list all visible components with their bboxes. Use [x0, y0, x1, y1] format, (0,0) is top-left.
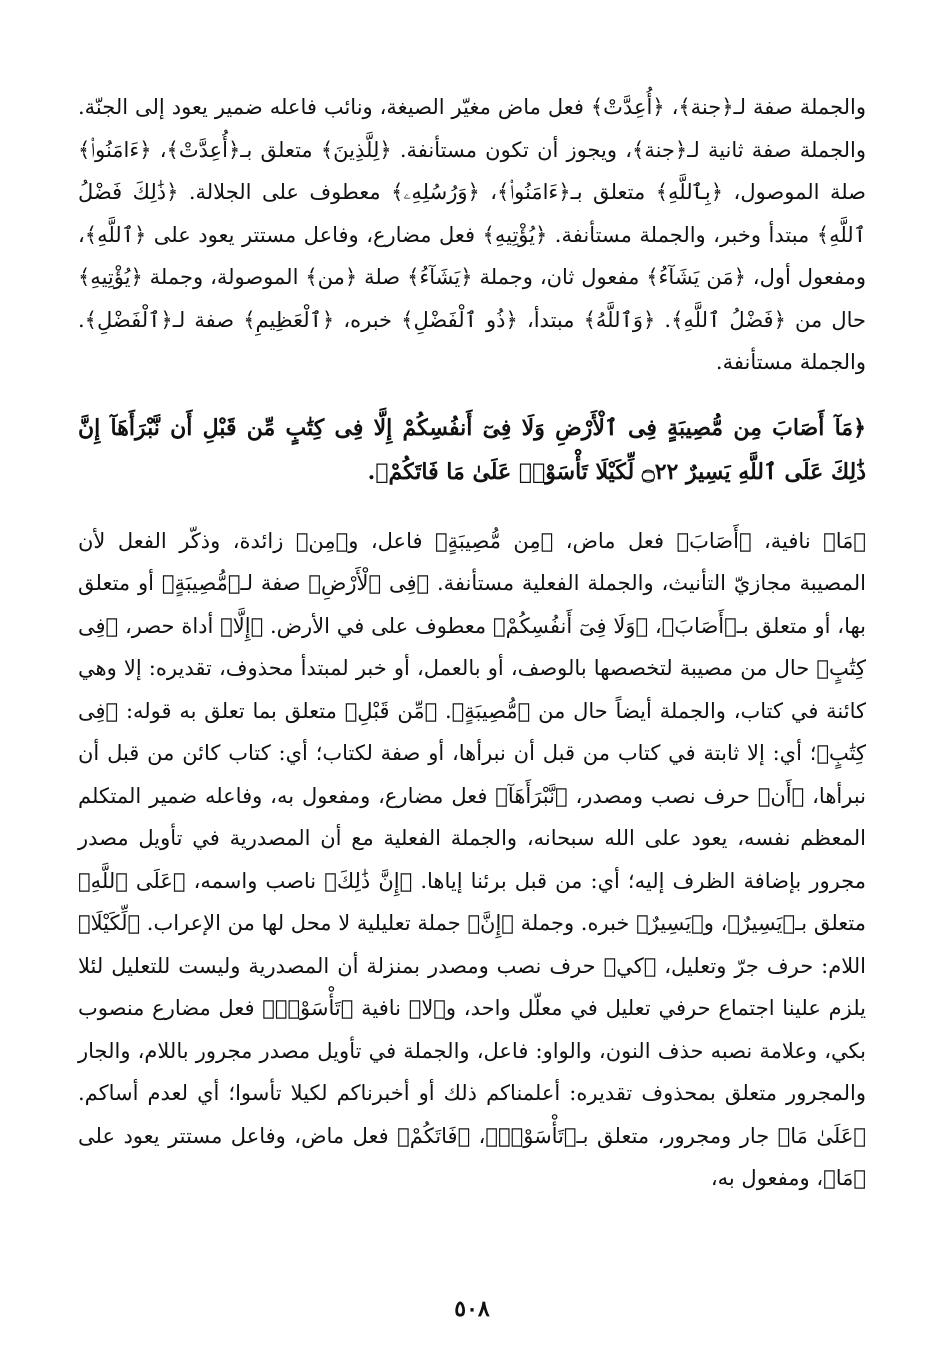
commentary-paragraph: والجملة صفة لـ﴿جنة﴾، ﴿أُعِدَّتْ﴾ فعل ماض مغيّر الصيغة، ونائب فاعله ضمير يعود إلى الجنّة. والجملة صفة ثانية لـ﴿جنة﴾، ويجوز أن تكون مستأنفة. ﴿لِلَّذِينَ﴾ متعلق بـ﴿أُعِدَّتْ﴾، ﴿ءَامَنُوا۟﴾ صلة الموصول، ﴿بِٱللَّهِ﴾ متعلق بـ﴿ءَامَنُوا۟﴾، ﴿وَرُسُلِهِۦ﴾ معطوف على الجلالة. ﴿ذَٰلِكَ فَضْلُ ٱللَّهِ﴾ مبتدأ وخبر، والجملة مستأنفة. ﴿يُؤْتِيهِ﴾ فعل مضارع، وفاعل مستتر يعود على ﴿ٱللَّهِ﴾، ومفعول أول، ﴿مَن يَشَآءُ﴾ مفعول ثان، وجملة ﴿يَشَآءُ﴾ صلة ﴿من﴾ الموصولة، وجملة ﴿يُؤْتِيهِ﴾ حال من ﴿فَضْلُ ٱللَّهِ﴾. ﴿وَٱللَّهُ﴾ مبتدأ، ﴿ذُو ٱلْفَضْلِ﴾ خبره، ﴿ٱلْعَظِيمِ﴾ صفة لـ﴿ٱلْفَضْلِ﴾. والجملة مستأنفة.: [78, 95, 866, 374]
page-number: ٥٠٨: [454, 1296, 490, 1322]
commentary-paragraph: ﴿مَا﴾ نافية، ﴿أَصَابَ﴾ فعل ماض، ﴿مِن مُّصِيبَةٍ﴾ فاعل، و﴿مِن﴾ زائدة، وذكّر الفعل لأن المصيبة مجازيّ التأنيث، والجملة الفعلية مستأنفة. ﴿فِى ٱلْأَرْضِ﴾ صفة لـ﴿مُّصِيبَةٍ﴾ أو متعلق بها، أو متعلق بـ﴿أَصَابَ﴾، ﴿وَلَا فِىٓ أَنفُسِكُمْ﴾ معطوف على في الأرض. ﴿إِلَّا﴾ أداة حصر، ﴿فِى كِتَٰبٍ﴾ حال من مصيبة لتخصصها بالوصف، أو بالعمل، أو خبر لمبتدأ محذوف، تقديره: إلا وهي كائنة في كتاب، والجملة أيضاً حال من ﴿مُّصِيبَةٍ﴾. ﴿مِّن قَبْلِ﴾ متعلق بما تعلق به قوله: ﴿فِى كِتَٰبٍ﴾؛ أي: إلا ثابتة في كتاب من قبل أن نبرأها، أو صفة لكتاب؛ أي: كتاب كائن من قبل أن نبرأها، ﴿أَن﴾ حرف نصب ومصدر، ﴿نَّبْرَأَهَآ﴾ فعل مضارع، ومفعول به، وفاعله ضمير المتكلم المعظم نفسه، يعود على الله سبحانه، والجملة الفعلية مع أن المصدرية في تأويل مصدر مجرور بإضافة الظرف إليه؛ أي: من قبل برئنا إياها. ﴿إِنَّ ذَٰلِكَ﴾ ناصب واسمه، ﴿عَلَى ٱللَّهِ﴾ متعلق بـ﴿يَسِيرٌ﴾، و﴿يَسِيرٌ﴾ خبره. وجملة ﴿إِنَّ﴾ جملة تعليلية لا محل لها من الإعراب. ﴿لِّكَيْلَا﴾ اللام: حرف جرّ وتعليل، ﴿كي﴾ حرف نصب ومصدر بمنزلة أن المصدرية وليست للتعليل لئلا يلزم علينا اجتماع حرفي تعليل في معلّل واحد، و﴿لا﴾ نافية ﴿تَأْسَوْا۟﴾ فعل مضارع منصوب بكي، وعلامة نصبه حذف النون، والواو: فاعل، والجملة في تأويل مصدر مجرور باللام، والجار والمجرور متعلق بمحذوف تقديره: أعلمناكم ذلك أو أخبرناكم لكيلا تأسوا؛ أي لعدم أساكم. ﴿عَلَىٰ مَا﴾ جار ومجرور، متعلق بـ﴿تَأْسَوْا۟﴾، ﴿فَاتَكُمْ﴾ فعل ماض، وفاعل مستتر يعود على ﴿مَا﴾، ومفعول به،: [78, 528, 866, 1190]
quran-verse: ﴿مَآ أَصَابَ مِن مُّصِيبَةٍ فِى ٱلْأَرْضِ وَلَا فِىٓ أَنفُسِكُمْ إِلَّا فِى كِتَٰبٍ مِّن قَبْلِ أَن نَّبْرَأَهَآ إِنَّ ذَٰلِكَ عَلَى ٱللَّهِ يَسِيرٌ ۝٢٢ لِّكَيْلَا تَأْسَوْا۟ عَلَىٰ مَا فَاتَكُمْ﴾.: [78, 414, 866, 485]
